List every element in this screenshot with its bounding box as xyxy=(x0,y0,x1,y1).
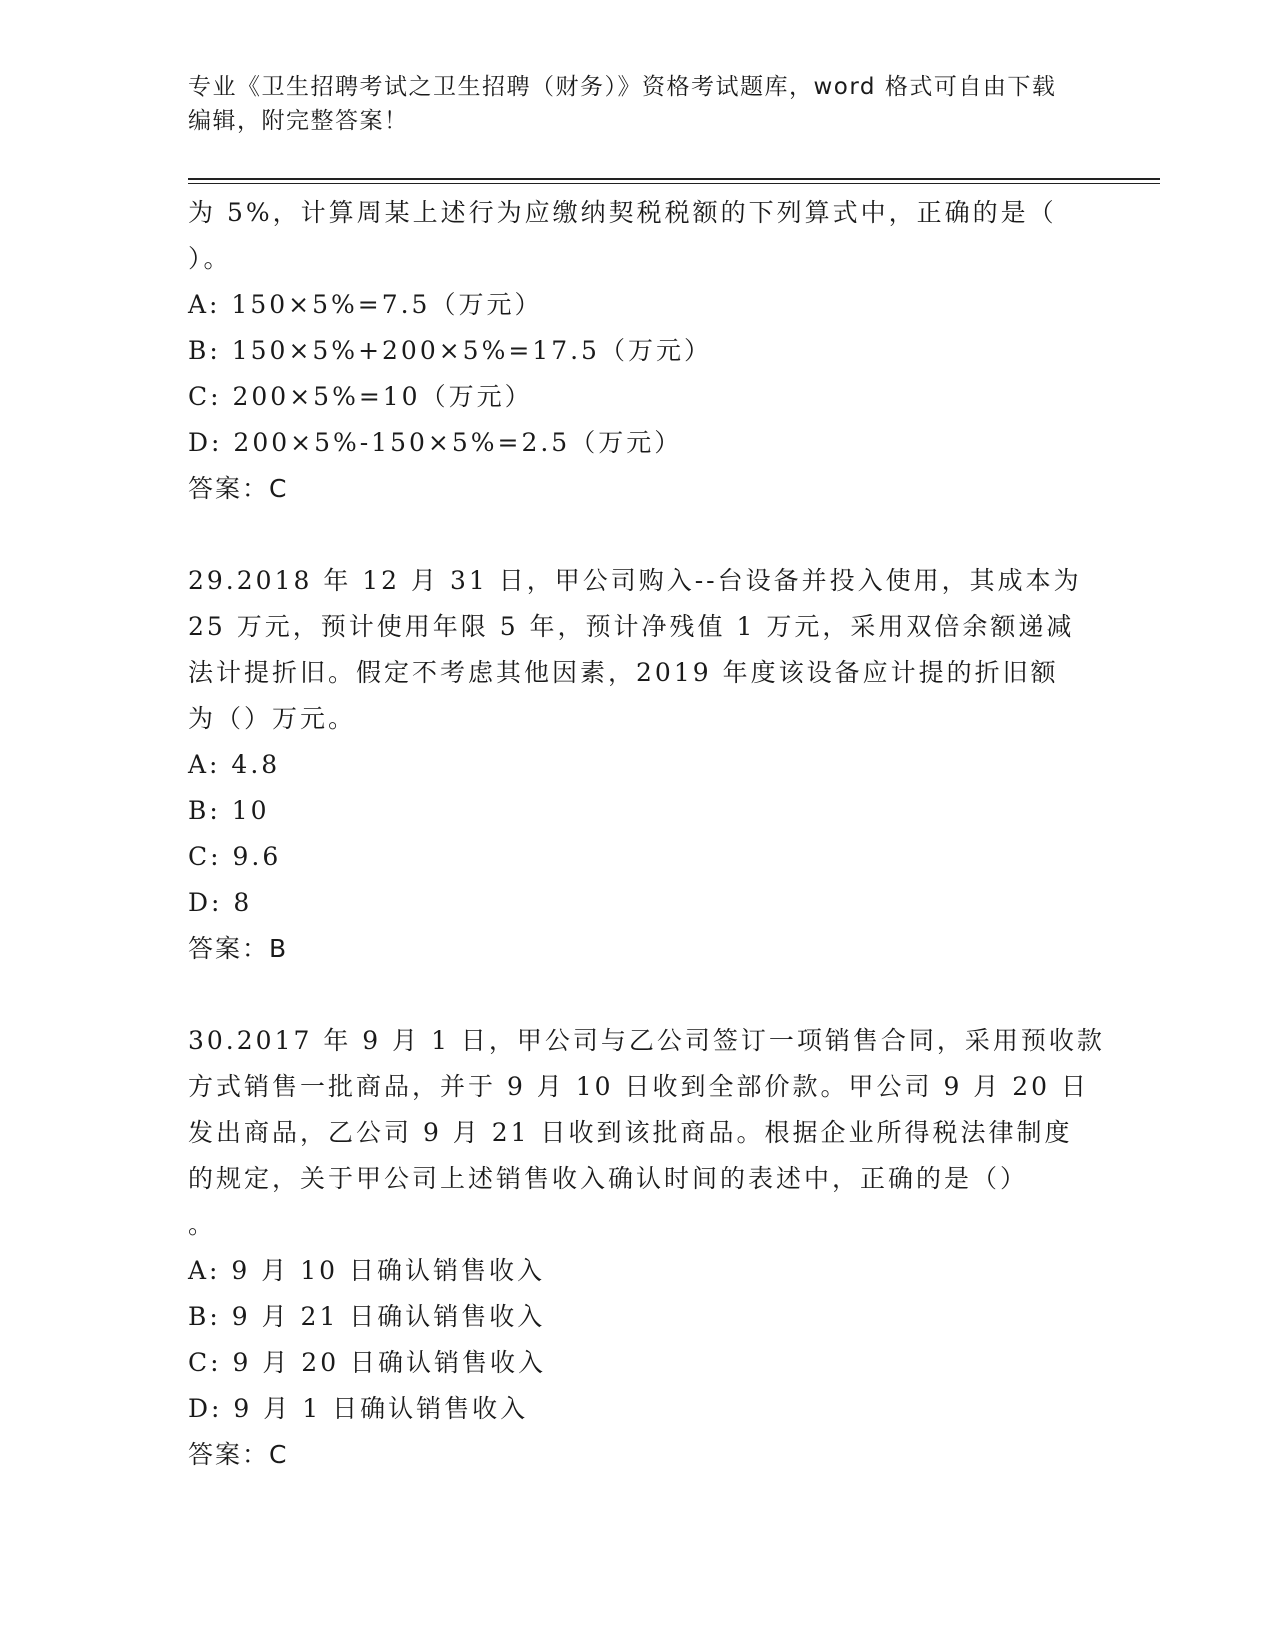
question-stem: 29.2018 年 12 月 31 日，甲公司购入--台设备并投入使用，其成本为 xyxy=(188,566,1082,595)
spacer xyxy=(188,972,1108,1018)
question-stem: 的规定，关于甲公司上述销售收入确认时间的表述中，正确的是（） xyxy=(188,1164,1029,1193)
question-29 xyxy=(188,558,1108,972)
option-c: C: 9.6 xyxy=(188,842,282,871)
question-stem: ）。 xyxy=(188,244,232,273)
option-b: B: 10 xyxy=(188,796,270,825)
option-d: D: 8 xyxy=(188,888,253,917)
question-28 xyxy=(188,190,1108,512)
option-c: C: 9 月 20 日确认销售收入 xyxy=(188,1348,547,1377)
header-line-2: 编辑，附完整答案！ xyxy=(188,108,409,134)
question-stem: 25 万元，预计使用年限 5 年，预计净残值 1 万元，采用双倍余额递减 xyxy=(188,612,1075,641)
header-divider-thin xyxy=(188,183,1160,184)
question-30 xyxy=(188,1018,1108,1478)
answer: 答案：C xyxy=(188,1440,289,1469)
option-a: A: 150×5%=7.5（万元） xyxy=(188,290,543,319)
answer: 答案：C xyxy=(188,474,289,503)
question-stem: 为（）万元。 xyxy=(188,704,357,733)
option-a: A: 9 月 10 日确认销售收入 xyxy=(188,1256,545,1285)
option-b: B: 150×5%+200×5%=17.5（万元） xyxy=(188,336,712,365)
option-c: C: 200×5%=10（万元） xyxy=(188,382,533,411)
option-d: D: 9 月 1 日确认销售收入 xyxy=(188,1394,529,1423)
question-stem: 30.2017 年 9 月 1 日，甲公司与乙公司签订一项销售合同，采用预收款 xyxy=(188,1026,1105,1055)
option-a: A: 4.8 xyxy=(188,750,281,779)
question-stem: 。 xyxy=(188,1210,217,1239)
question-stem: 为 5%，计算周某上述行为应缴纳契税税额的下列算式中，正确的是（ xyxy=(188,198,1057,227)
answer: 答案：B xyxy=(188,934,289,963)
header-divider-thick xyxy=(188,178,1160,180)
question-stem: 方式销售一批商品，并于 9 月 10 日收到全部价款。甲公司 9 月 20 日 xyxy=(188,1072,1090,1101)
spacer xyxy=(188,512,1108,558)
option-d: D: 200×5%-150×5%=2.5（万元） xyxy=(188,428,683,457)
question-stem: 法计提折旧。假定不考虑其他因素，2019 年度该设备应计提的折旧额 xyxy=(188,658,1059,687)
document-header xyxy=(188,70,1088,138)
document-body xyxy=(188,190,1108,1478)
question-stem: 发出商品，乙公司 9 月 21 日收到该批商品。根据企业所得税法律制度 xyxy=(188,1118,1073,1147)
header-line-1: 专业《卫生招聘考试之卫生招聘（财务）》资格考试题库，word 格式可自由下载 xyxy=(188,74,1057,100)
option-b: B: 9 月 21 日确认销售收入 xyxy=(188,1302,546,1331)
